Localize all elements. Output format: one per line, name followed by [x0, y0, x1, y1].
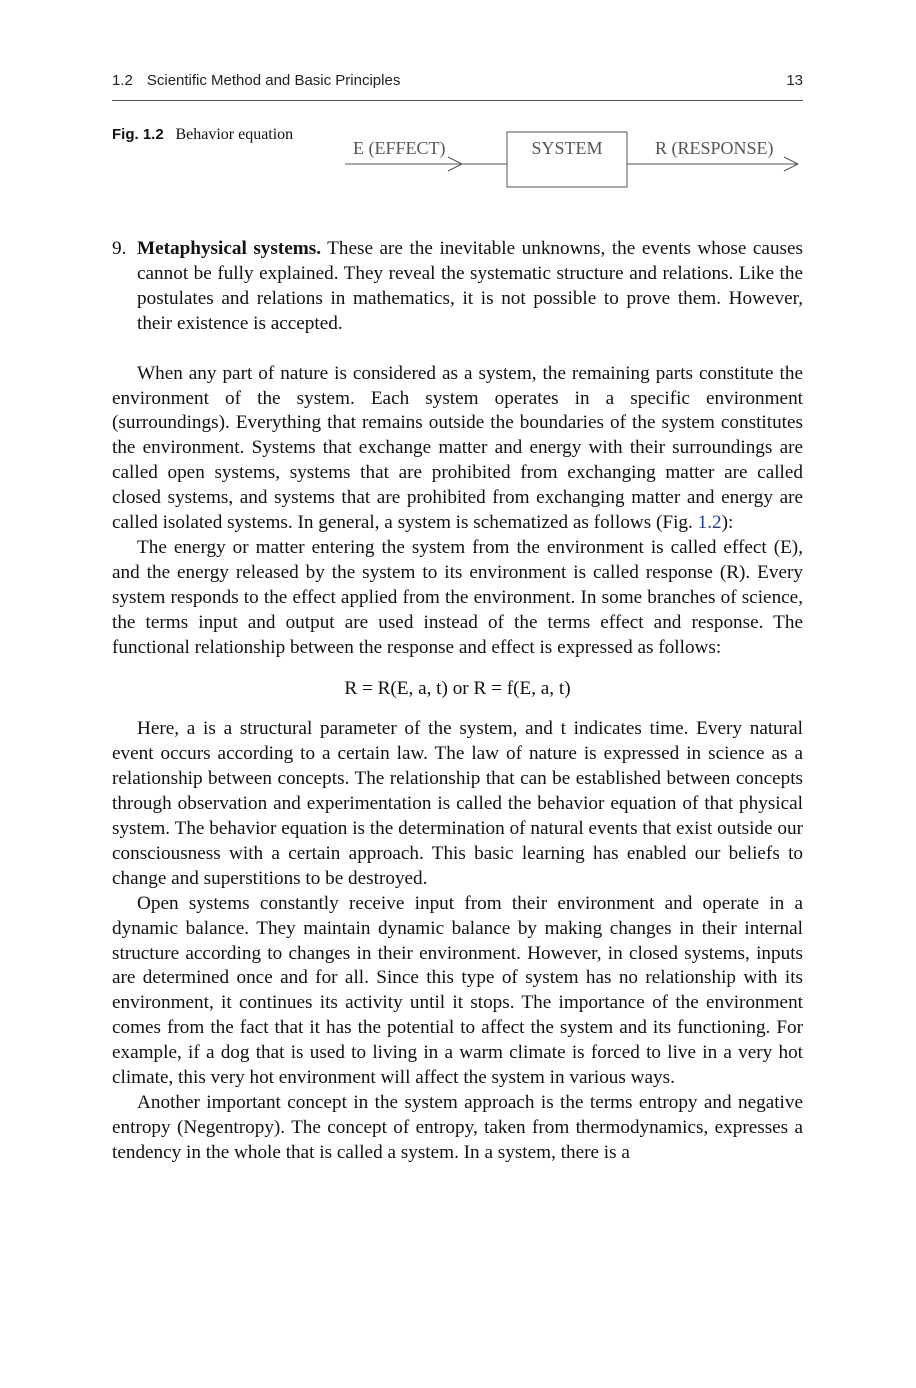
page-number: 13	[786, 72, 803, 89]
paragraph-open-systems: Open systems constantly receive input from their environment and operate in a dynamic balance. They maintain dynamic balance by making changes in their internal structure according to changes in their environment. However, in closed systems, inputs are determined once and for all. Since this type of system has no relationship with its environment, it continues its activity until it stops. The importance of the environment comes from the fact that it has the potential to affect the system and its functioning. For example, if a dog that is used to living in a warm climate is forced to live in a very hot climate, this very hot environment will affect the system in various ways.	[112, 892, 803, 1089]
paragraph-text-end: ):	[721, 512, 734, 534]
figure-label: Fig. 1.2	[112, 126, 164, 143]
system-label: SYSTEM	[531, 138, 603, 158]
list-item-number: 9.	[112, 238, 127, 259]
list-item-metaphysical-systems	[112, 237, 803, 337]
paragraph-structural-parameter: Here, a is a structural parameter of the system, and t indicates time. Every natural event occurs according to a certain law. The law of nature is expressed in science as a relationship between concepts. The relationship that can be established between concepts through observation and experimentation is called the behavior equation of that physical system. The behavior equation is the determination of natural events that exist outside our consciousness with a certain approach. This basic learning has enabled our beliefs to change and superstitions to be destroyed.	[112, 718, 803, 889]
list-item-term: Metaphysical systems.	[137, 238, 321, 259]
running-header-section	[112, 72, 400, 89]
figure-caption	[112, 126, 293, 144]
paragraph-text: When any part of nature is considered as a system, the remaining parts constitute the environment of the system. Each system operates in a specific environment (surroundings). Everything that remains outside the boundaries of the system constitutes the environment. Systems that exchange matter and energy with their surroundings are called open systems, systems that are prohibited from exchanging matter are called closed systems, and systems that are prohibited from exchanging matter and energy are called isolated systems. In general, a system is schematized as follows (Fig.	[112, 362, 803, 534]
input-label: E (EFFECT)	[353, 138, 446, 158]
paragraph-systems-environment	[112, 362, 803, 536]
output-label: R (RESPONSE)	[655, 138, 774, 158]
behavior-equation-diagram	[340, 120, 810, 200]
running-header	[112, 72, 803, 102]
section-number: 1.2	[112, 72, 133, 89]
section-title: Scientific Method and Basic Principles	[146, 72, 401, 89]
header-rule	[112, 100, 803, 101]
behavior-equation: R = R(E, a, t) or R = f(E, a, t)	[344, 677, 571, 699]
paragraph-entropy: Another important concept in the system approach is the terms entropy and negative entropy (Negentropy). The concept of entropy, taken from thermodynamics, expresses a tendency in the whole that is called a system. In a system, there is a	[112, 1092, 803, 1163]
body-text	[112, 237, 803, 1166]
figure-reference-link[interactable]: 1.2	[697, 512, 722, 534]
figure-caption-text: Behavior equation	[175, 126, 294, 143]
paragraph-effect-response: The energy or matter entering the system from the environment is called effect (E), and the energy released by the system to its environment is called response (R). Every system responds to the effect applied from the environment. In some branches of science, the terms input and output are used instead of the terms effect and response. The functional relationship between the response and effect is expressed as follows:	[112, 536, 803, 658]
list-item-text: These are the inevitable unknowns, the events whose causes cannot be fully explained. They reveal the systematic structure and relations. Like the postulates and relations in mathematics, it is not possible to prove them. However, their existence is accepted.	[137, 238, 803, 334]
